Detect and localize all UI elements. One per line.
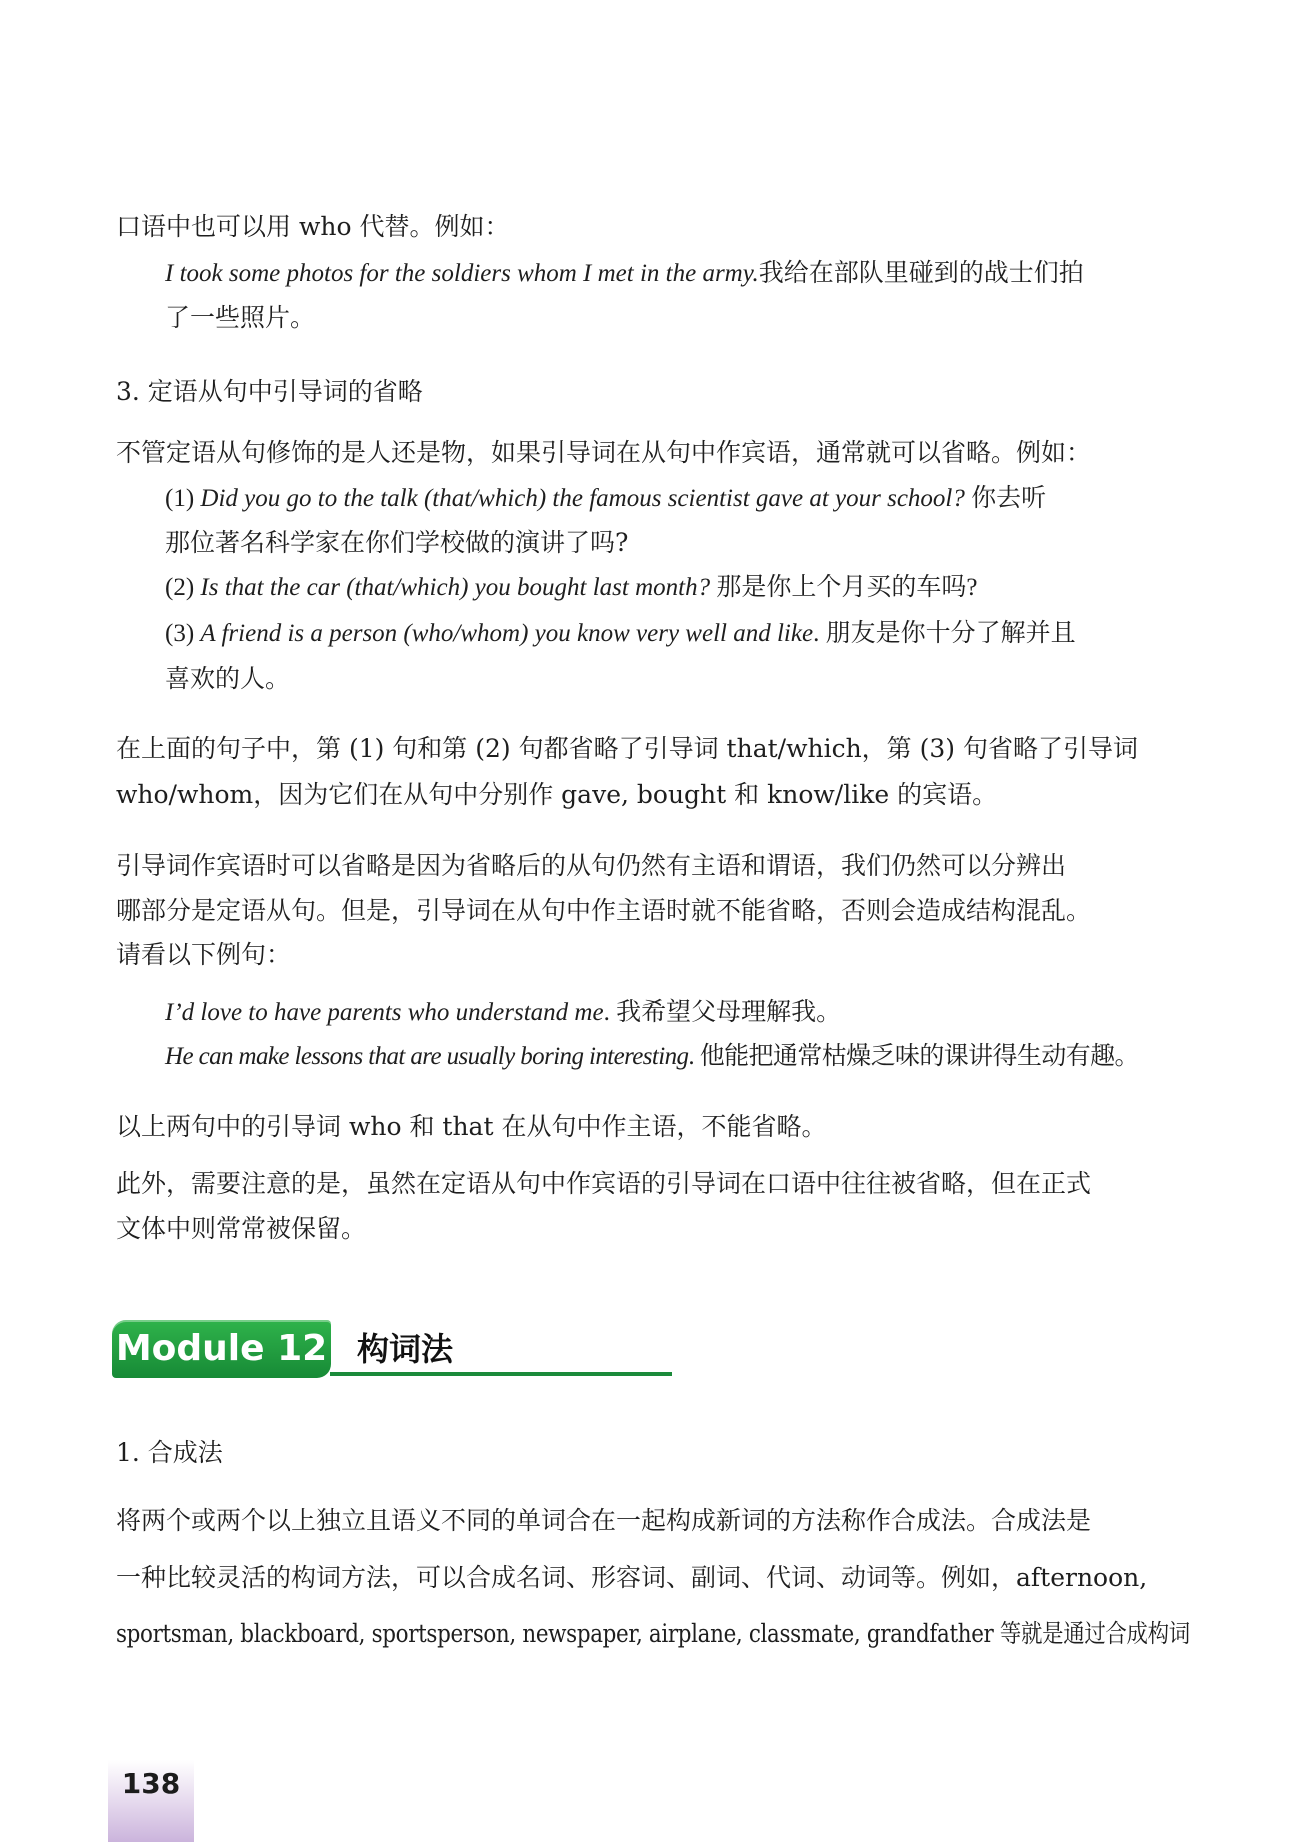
paragraph: who/whom，因为它们在从句中分别作 gave, bought 和 know/like 的宾语。 xyxy=(116,780,998,809)
paragraph: 此外，需要注意的是，虽然在定语从句中作宾语的引导词在口语中往往被省略，但在正式 xyxy=(116,1169,1092,1198)
section-heading: 1. 合成法 xyxy=(116,1438,223,1467)
paragraph: 将两个或两个以上独立且语义不同的单词合在一起构成新词的方法称作合成法。合成法是 xyxy=(116,1506,1092,1535)
paragraph: 在上面的句子中，第 (1) 句和第 (2) 句都省略了引导词 that/which，第 (3) 句省略了引导词 xyxy=(116,734,1138,763)
example-number: (3) xyxy=(165,620,201,647)
example-1 xyxy=(165,482,1046,516)
example-en: Is that the car (that/which) you bought last month? xyxy=(200,574,711,601)
example-number: (1) xyxy=(165,485,201,512)
paragraph: sportsman, blackboard, sportsperson, newspaper, airplane, classmate, grandfather 等就是通过合成构词 xyxy=(116,1619,1190,1648)
paragraph: 不管定语从句修饰的是人还是物，如果引导词在从句中作宾语，通常就可以省略。例如： xyxy=(116,438,1092,467)
example-en: Did you go to the talk (that/which) the famous scientist gave at your school? xyxy=(200,485,965,512)
subject-example-1 xyxy=(165,996,841,1030)
page-number: 138 xyxy=(121,1767,181,1800)
example-zh: . 朋友是你十分了解并且 xyxy=(813,620,1076,647)
example-zh: . 我希望父母理解我。 xyxy=(603,999,842,1026)
example-whom-cont: 了一些照片。 xyxy=(165,303,316,332)
module-label: Module 12 xyxy=(115,1328,328,1369)
example-3-cont: 喜欢的人。 xyxy=(165,664,291,693)
paragraph: 请看以下例句： xyxy=(116,940,292,969)
example-zh: . 他能把通常枯燥乏味的课讲得生动有趣。 xyxy=(688,1043,1139,1070)
module-underline xyxy=(330,1372,672,1376)
example-zh: 你去听 xyxy=(964,485,1047,512)
section-heading: 3. 定语从句中引导词的省略 xyxy=(116,377,423,406)
example-number: (2) xyxy=(165,574,201,601)
paragraph: 以上两句中的引导词 who 和 that 在从句中作主语，不能省略。 xyxy=(116,1112,827,1141)
example-1-cont: 那位著名科学家在你们学校做的演讲了吗? xyxy=(165,528,629,557)
example-en: He can make lessons that are usually boring interesting xyxy=(165,1043,689,1070)
example-2 xyxy=(165,571,977,605)
subject-example-2 xyxy=(165,1040,1139,1074)
paragraph: 文体中则常常被保留。 xyxy=(116,1214,367,1243)
example-zh: 我给在部队里碰到的战士们拍 xyxy=(758,260,1084,287)
paragraph: 哪部分是定语从句。但是，引导词在从句中作主语时就不能省略，否则会造成结构混乱。 xyxy=(116,896,1092,925)
module-title: 构词法 xyxy=(357,1330,454,1368)
example-zh: 那是你上个月买的车吗? xyxy=(710,574,978,601)
module-badge xyxy=(112,1320,331,1378)
intro-line: 口语中也可以用 who 代替。例如： xyxy=(116,212,510,241)
example-en: I took some photos for the soldiers whom I met in the army. xyxy=(165,260,759,287)
example-en: A friend is a person (who/whom) you know very well and like xyxy=(200,620,814,647)
example-3 xyxy=(165,617,1076,651)
paragraph: 引导词作宾语时可以省略是因为省略后的从句仍然有主语和谓语，我们仍然可以分辨出 xyxy=(116,851,1067,880)
paragraph: 一种比较灵活的构词方法，可以合成名词、形容词、副词、代词、动词等。例如，afternoon, xyxy=(116,1563,1148,1592)
example-whom xyxy=(165,257,1084,291)
example-en: I’d love to have parents who understand me xyxy=(165,999,604,1026)
